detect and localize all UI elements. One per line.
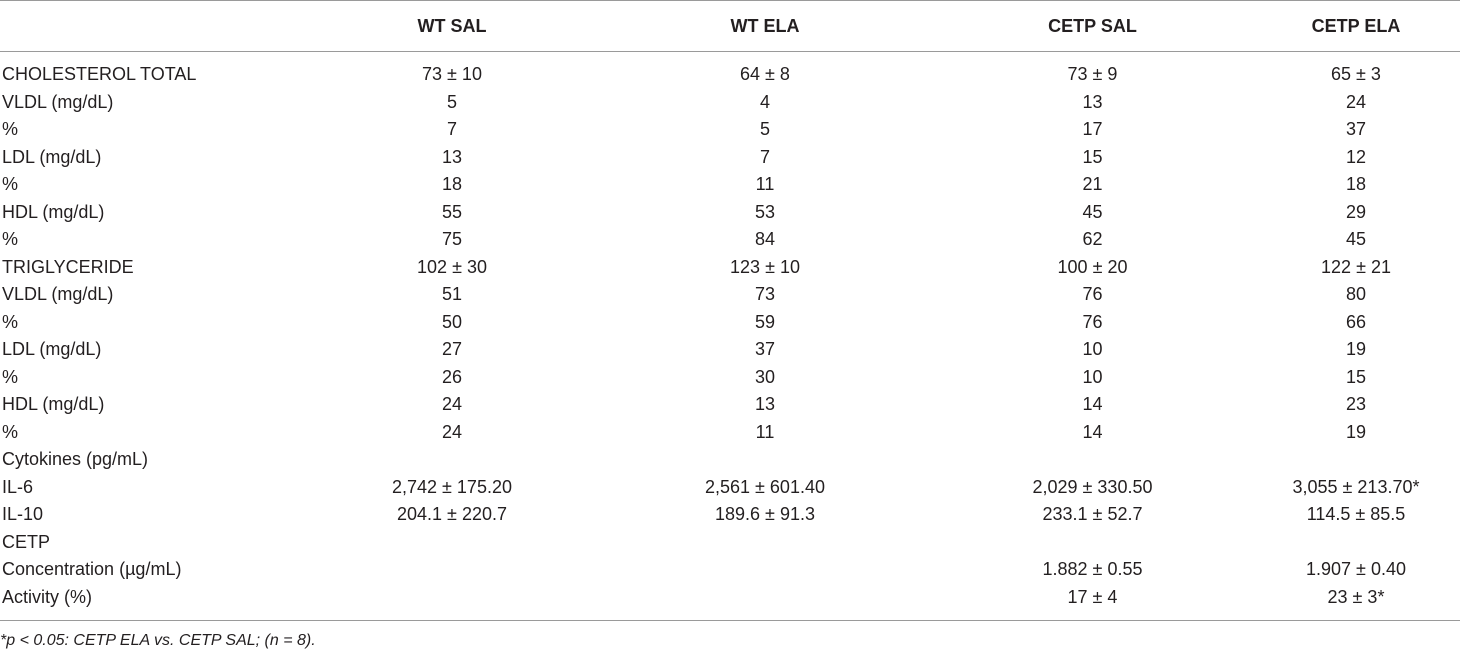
table-row bbox=[0, 52, 1460, 89]
cell-wt-sal: 102 ± 30 bbox=[417, 256, 487, 277]
row-label: Cytokines (pg/mL) bbox=[2, 449, 149, 470]
cell-wt-sal: 50 bbox=[441, 311, 463, 332]
cell-cetp-ela: 114.5 ± 85.5 bbox=[1306, 504, 1406, 525]
table-body bbox=[0, 52, 1460, 611]
cell-cetp-ela: 12 bbox=[1345, 146, 1367, 167]
row-label: CETP bbox=[2, 531, 51, 552]
cell-wt-ela: 7 bbox=[759, 146, 770, 167]
cell-wt-ela: 11 bbox=[755, 421, 775, 442]
cell-cetp-ela: 3,055 ± 213.70* bbox=[1292, 476, 1420, 497]
cell-cetp-ela: 66 bbox=[1345, 311, 1367, 332]
cell-cetp-sal: 100 ± 20 bbox=[1057, 256, 1128, 277]
cell-cetp-ela bbox=[1252, 529, 1460, 557]
row-label: HDL (mg/dL) bbox=[2, 201, 105, 222]
cell-wt-sal: 18 bbox=[441, 174, 463, 195]
table-row bbox=[0, 584, 1460, 612]
cell-cetp-sal bbox=[933, 529, 1252, 557]
cell-cetp-sal: 45 bbox=[1082, 201, 1103, 222]
cell-wt-ela: 64 ± 8 bbox=[740, 64, 790, 85]
table-row bbox=[0, 199, 1460, 227]
row-label: % bbox=[2, 119, 19, 140]
cell-wt-sal: 73 ± 10 bbox=[422, 64, 482, 85]
cell-cetp-sal: 76 bbox=[1082, 311, 1103, 332]
cell-wt-ela: 123 ± 10 bbox=[730, 256, 800, 277]
cell-wt-ela: 13 bbox=[754, 394, 776, 415]
row-label: Activity (%) bbox=[2, 586, 92, 607]
table-row bbox=[0, 171, 1460, 199]
cell-wt-sal: 13 bbox=[441, 146, 463, 167]
cell-wt-sal bbox=[307, 529, 597, 557]
cell-wt-sal: 24 bbox=[441, 421, 463, 442]
row-label: LDL (mg/dL) bbox=[2, 339, 102, 360]
cell-cetp-sal bbox=[933, 446, 1252, 474]
cell-wt-ela: 2,561 ± 601.40 bbox=[705, 476, 825, 497]
table-row bbox=[0, 116, 1460, 144]
cell-cetp-ela: 19 bbox=[1345, 421, 1367, 442]
header-row bbox=[0, 0, 1460, 52]
header-cell-cetp-sal: CETP SAL bbox=[1048, 15, 1137, 36]
cell-wt-ela: 84 bbox=[754, 229, 776, 250]
cell-cetp-sal: 233.1 ± 52.7 bbox=[1042, 504, 1143, 525]
cell-cetp-ela: 65 ± 3 bbox=[1331, 64, 1381, 85]
cell-cetp-ela: 23 ± 3* bbox=[1327, 586, 1385, 607]
table-row bbox=[0, 446, 1460, 474]
cell-wt-sal: 75 bbox=[441, 229, 463, 250]
cell-cetp-ela: 1.907 ± 0.40 bbox=[1306, 559, 1406, 580]
row-label: % bbox=[2, 174, 19, 195]
cell-wt-ela: 53 bbox=[754, 201, 776, 222]
cell-cetp-ela: 122 ± 21 bbox=[1321, 256, 1391, 277]
cell-wt-ela: 4 bbox=[759, 91, 770, 112]
table-row bbox=[0, 501, 1460, 529]
cell-cetp-sal: 2,029 ± 330.50 bbox=[1032, 476, 1153, 497]
cell-wt-sal: 24 bbox=[441, 394, 463, 415]
cell-wt-sal bbox=[307, 584, 597, 612]
cell-cetp-ela: 29 bbox=[1345, 201, 1367, 222]
cell-wt-ela: 189.6 ± 91.3 bbox=[715, 504, 815, 525]
cell-wt-sal: 27 bbox=[441, 339, 463, 360]
cell-cetp-sal: 13 bbox=[1082, 91, 1103, 112]
cell-wt-sal: 5 bbox=[446, 91, 457, 112]
cell-cetp-ela: 24 bbox=[1345, 91, 1367, 112]
cell-cetp-ela: 18 bbox=[1345, 174, 1367, 195]
row-label: % bbox=[2, 366, 19, 387]
cell-cetp-ela: 37 bbox=[1345, 119, 1367, 140]
cell-wt-ela bbox=[597, 556, 933, 584]
cell-wt-sal: 55 bbox=[441, 201, 463, 222]
table-row bbox=[0, 391, 1460, 419]
cell-cetp-sal: 21 bbox=[1082, 174, 1103, 195]
cell-cetp-sal: 76 bbox=[1082, 284, 1103, 305]
header-cell-wt-ela: WT ELA bbox=[730, 15, 800, 36]
table-row bbox=[0, 419, 1460, 447]
cell-wt-sal: 7 bbox=[446, 119, 457, 140]
table-row bbox=[0, 364, 1460, 392]
table-header bbox=[0, 0, 1460, 52]
cell-wt-ela: 11 bbox=[755, 174, 775, 195]
header-cell-wt-sal: WT SAL bbox=[417, 15, 487, 36]
cell-wt-ela bbox=[597, 446, 933, 474]
row-label: % bbox=[2, 229, 19, 250]
row-label: TRIGLYCERIDE bbox=[2, 256, 134, 277]
footnote: *p < 0.05: CETP ELA vs. CETP SAL; (n = 8). bbox=[0, 632, 316, 649]
cell-cetp-ela: 80 bbox=[1345, 284, 1367, 305]
cell-cetp-sal: 10 bbox=[1082, 339, 1103, 360]
cell-wt-ela: 30 bbox=[754, 366, 776, 387]
cell-wt-sal: 26 bbox=[441, 366, 463, 387]
cell-wt-ela: 59 bbox=[754, 311, 776, 332]
cell-wt-ela bbox=[597, 584, 933, 612]
table-row bbox=[0, 474, 1460, 502]
cell-wt-sal: 2,742 ± 175.20 bbox=[392, 476, 512, 497]
header-cell-label bbox=[0, 0, 307, 52]
row-label: % bbox=[2, 311, 19, 332]
table-row bbox=[0, 254, 1460, 282]
row-label: VLDL (mg/dL) bbox=[2, 284, 114, 305]
table-row bbox=[0, 144, 1460, 172]
row-label: LDL (mg/dL) bbox=[2, 146, 102, 167]
header-cell-cetp-ela: CETP ELA bbox=[1311, 15, 1401, 36]
cell-cetp-ela: 45 bbox=[1345, 229, 1367, 250]
table-row bbox=[0, 226, 1460, 254]
cell-cetp-sal: 17 ± 4 bbox=[1067, 586, 1118, 607]
cell-wt-ela bbox=[597, 529, 933, 557]
row-label: HDL (mg/dL) bbox=[2, 394, 105, 415]
row-label: CHOLESTEROL TOTAL bbox=[2, 64, 197, 85]
cell-wt-ela: 5 bbox=[759, 119, 770, 140]
row-label: Concentration (µg/mL) bbox=[2, 559, 182, 580]
cell-wt-sal: 51 bbox=[441, 284, 463, 305]
table-row bbox=[0, 336, 1460, 364]
cell-wt-ela: 73 bbox=[754, 284, 776, 305]
table-row bbox=[0, 529, 1460, 557]
table-row bbox=[0, 281, 1460, 309]
row-label: IL-10 bbox=[2, 504, 44, 525]
row-label: VLDL (mg/dL) bbox=[2, 91, 114, 112]
cell-cetp-ela: 19 bbox=[1345, 339, 1367, 360]
cell-cetp-ela: 23 bbox=[1345, 394, 1367, 415]
table-row bbox=[0, 556, 1460, 584]
table-row bbox=[0, 309, 1460, 337]
bottom-rule bbox=[0, 620, 1460, 621]
cell-cetp-sal: 14 bbox=[1082, 421, 1103, 442]
cell-cetp-sal: 73 ± 9 bbox=[1067, 64, 1118, 85]
cell-cetp-sal: 15 bbox=[1082, 146, 1103, 167]
row-label: % bbox=[2, 421, 19, 442]
cell-cetp-sal: 62 bbox=[1082, 229, 1103, 250]
cell-cetp-sal: 17 bbox=[1082, 119, 1103, 140]
cell-cetp-sal: 14 bbox=[1082, 394, 1103, 415]
cell-cetp-sal: 10 bbox=[1082, 366, 1103, 387]
table-row bbox=[0, 89, 1460, 117]
cell-cetp-sal: 1.882 ± 0.55 bbox=[1042, 559, 1143, 580]
cell-wt-sal bbox=[307, 446, 597, 474]
row-label: IL-6 bbox=[2, 476, 34, 497]
cell-cetp-ela: 15 bbox=[1345, 366, 1367, 387]
cell-wt-sal bbox=[307, 556, 597, 584]
cell-wt-ela: 37 bbox=[754, 339, 776, 360]
cell-wt-sal: 204.1 ± 220.7 bbox=[397, 504, 507, 525]
cell-cetp-ela bbox=[1252, 446, 1460, 474]
